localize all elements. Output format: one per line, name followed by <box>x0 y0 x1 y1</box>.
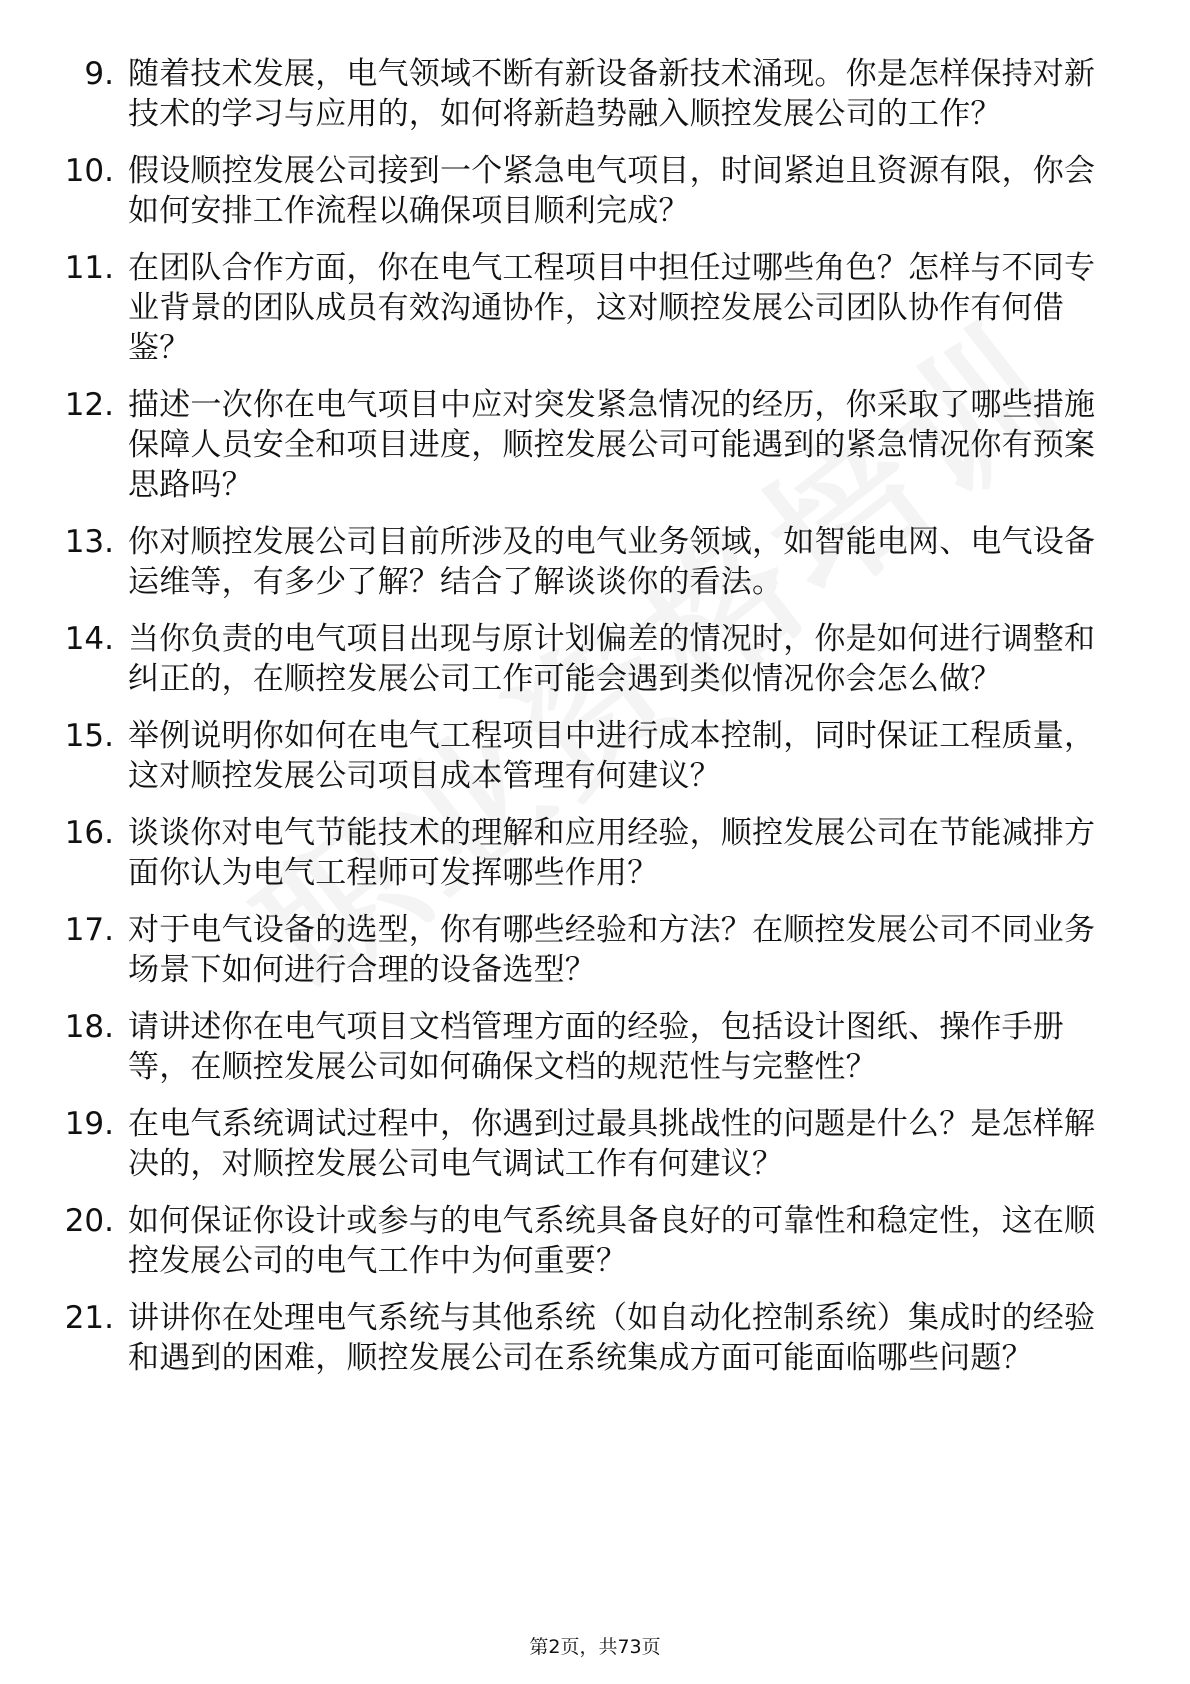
question-item <box>54 716 1114 796</box>
question-item <box>54 151 1114 231</box>
question-number: 17. <box>64 912 114 948</box>
question-number: 9. <box>84 56 114 92</box>
question-text: 讲讲你在处理电气系统与其他系统（如自动化控制系统）集成时的经验和遇到的困难，顺控发展公司在系统集成方面可能面临哪些问题？ <box>128 1300 1096 1376</box>
page-footer: 第2页，共73页 <box>529 1636 661 1658</box>
question-number: 16. <box>64 815 114 851</box>
question-number: 12. <box>64 387 114 423</box>
question-number: 21. <box>64 1300 114 1336</box>
question-text: 随着技术发展，电气领域不断有新设备新技术涌现。你是怎样保持对新技术的学习与应用的，如何将新趋势融入顺控发展公司的工作？ <box>128 56 1096 132</box>
question-number: 20. <box>64 1203 114 1239</box>
question-list <box>54 54 1114 1378</box>
question-number: 15. <box>64 718 114 754</box>
question-number: 13. <box>64 524 114 560</box>
question-text: 在电气系统调试过程中，你遇到过最具挑战性的问题是什么？是怎样解决的，对顺控发展公司电气调试工作有何建议？ <box>128 1106 1096 1182</box>
question-item <box>54 1201 1114 1281</box>
question-text: 当你负责的电气项目出现与原计划偏差的情况时，你是如何进行调整和纠正的，在顺控发展公司工作可能会遇到类似情况你会怎么做？ <box>128 621 1096 697</box>
question-text: 如何保证你设计或参与的电气系统具备良好的可靠性和稳定性，这在顺控发展公司的电气工作中为何重要？ <box>128 1203 1096 1279</box>
question-text: 你对顺控发展公司目前所涉及的电气业务领域，如智能电网、电气设备运维等，有多少了解？结合了解谈谈你的看法。 <box>128 524 1096 600</box>
question-text: 谈谈你对电气节能技术的理解和应用经验，顺控发展公司在节能减排方面你认为电气工程师可发挥哪些作用？ <box>128 815 1096 891</box>
question-text: 对于电气设备的选型，你有哪些经验和方法？在顺控发展公司不同业务场景下如何进行合理的设备选型？ <box>128 912 1096 988</box>
question-text: 假设顺控发展公司接到一个紧急电气项目，时间紧迫且资源有限，你会如何安排工作流程以确保项目顺利完成？ <box>128 153 1096 229</box>
question-item <box>54 1298 1114 1378</box>
question-number: 11. <box>64 250 114 286</box>
question-text: 描述一次你在电气项目中应对突发紧急情况的经历，你采取了哪些措施保障人员安全和项目进度，顺控发展公司可能遇到的紧急情况你有预案思路吗？ <box>128 387 1096 503</box>
question-number: 14. <box>64 621 114 657</box>
question-number: 18. <box>64 1009 114 1045</box>
question-item <box>54 1007 1114 1087</box>
question-item <box>54 385 1114 505</box>
question-item <box>54 619 1114 699</box>
question-item <box>54 54 1114 134</box>
question-item <box>54 1104 1114 1184</box>
question-number: 19. <box>64 1106 114 1142</box>
question-text: 请讲述你在电气项目文档管理方面的经验，包括设计图纸、操作手册等，在顺控发展公司如何确保文档的规范性与完整性？ <box>128 1009 1064 1085</box>
question-item <box>54 910 1114 990</box>
question-number: 10. <box>64 153 114 189</box>
question-text: 在团队合作方面，你在电气工程项目中担任过哪些角色？怎样与不同专业背景的团队成员有效沟通协作，这对顺控发展公司团队协作有何借鉴？ <box>128 250 1096 366</box>
question-item <box>54 522 1114 602</box>
question-text: 举例说明你如何在电气工程项目中进行成本控制，同时保证工程质量，这对顺控发展公司项目成本管理有何建议？ <box>128 718 1096 794</box>
question-item <box>54 248 1114 368</box>
question-item <box>54 813 1114 893</box>
